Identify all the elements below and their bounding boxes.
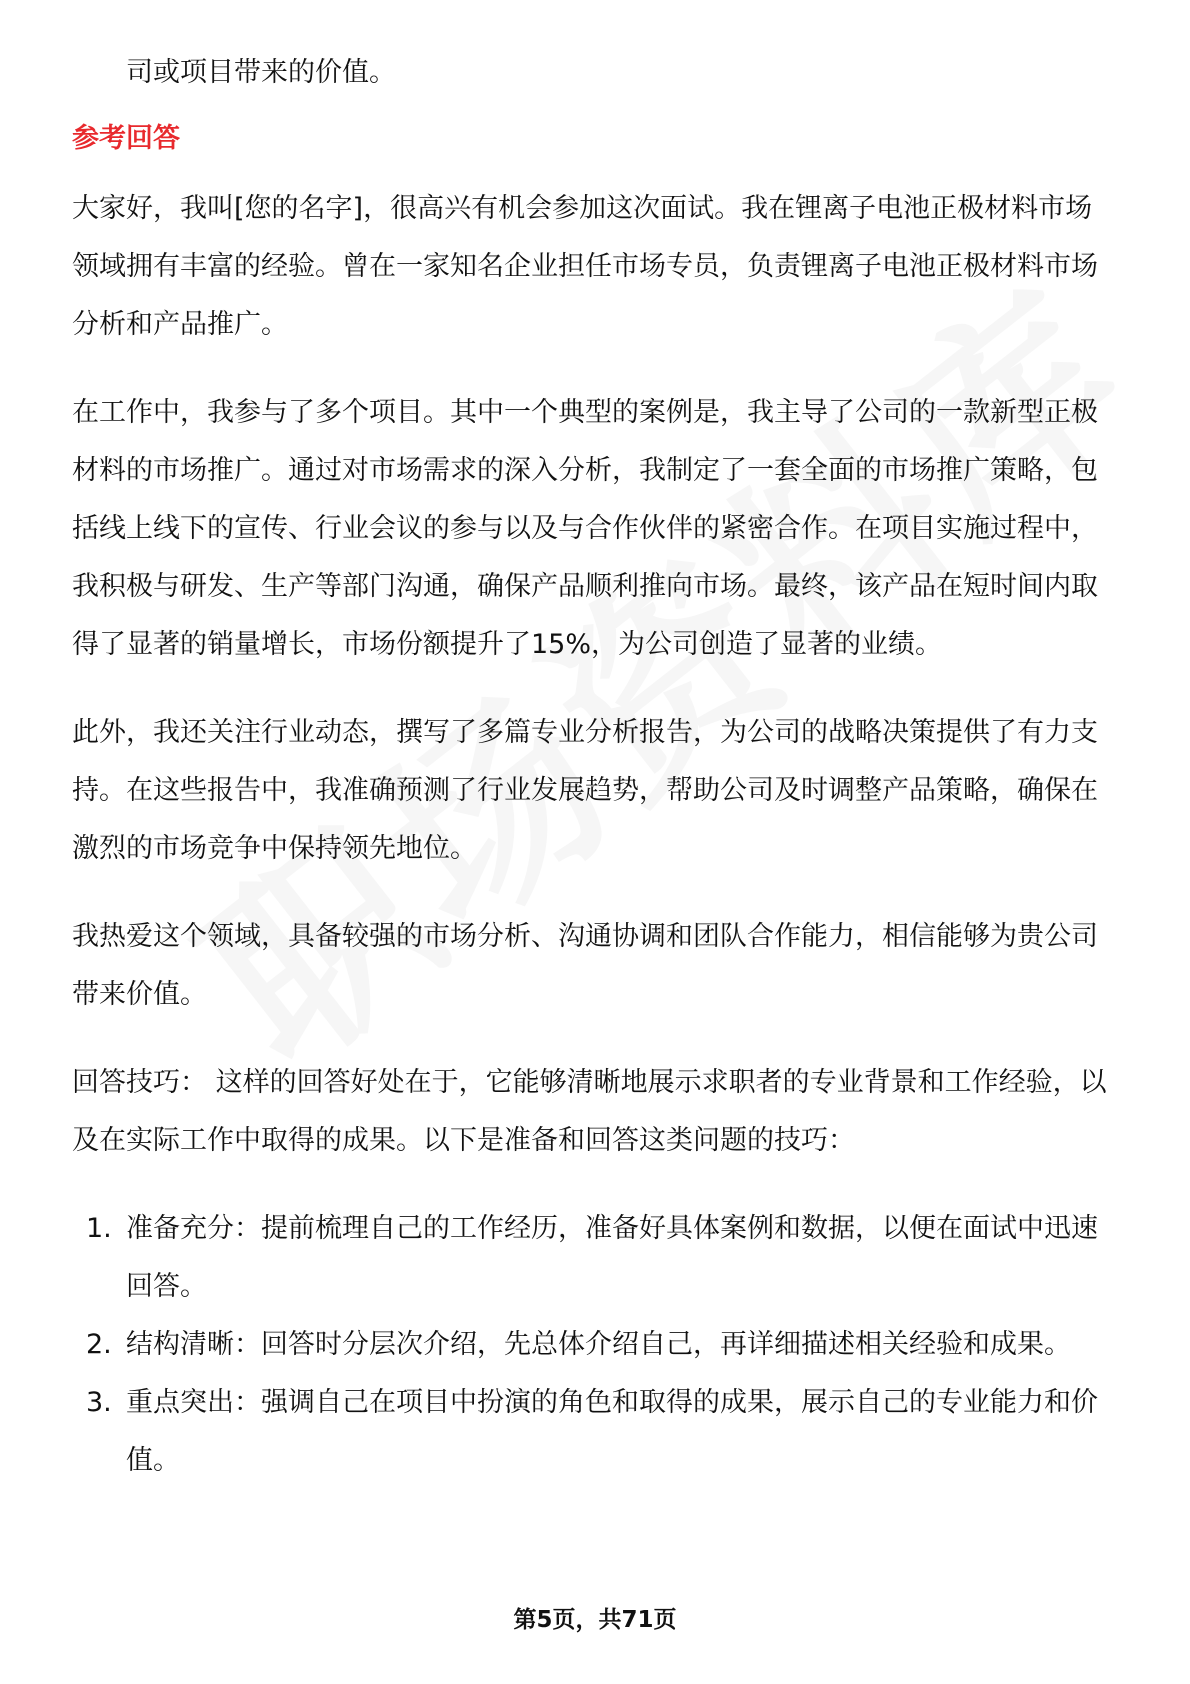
list-item (72, 1200, 1118, 1316)
answer-paragraph-closing: 我热爱这个领域，具备较强的市场分析、沟通协调和团队合作能力，相信能够为贵公司带来价值。 (72, 921, 1098, 1010)
page-number-footer: 第5页，共71页 (513, 1607, 677, 1633)
list-item-number: 2. (86, 1329, 112, 1360)
list-item-text: 重点突出：强调自己在项目中扮演的角色和取得的成果，展示自己的专业能力和价值。 (126, 1387, 1098, 1476)
answer-paragraph-reports: 此外，我还关注行业动态，撰写了多篇专业分析报告，为公司的战略决策提供了有力支持。在这些报告中，我准确预测了行业发展趋势，帮助公司及时调整产品策略，确保在激烈的市场竞争中保持领先地位。 (72, 717, 1098, 864)
continuation-line: 司或项目带来的价值。 (126, 57, 396, 88)
answer-tips-intro: 回答技巧： 这样的回答好处在于，它能够清晰地展示求职者的专业背景和工作经验，以及在实际工作中取得的成果。以下是准备和回答这类问题的技巧： (72, 1067, 1107, 1156)
section-heading: 参考回答 (72, 123, 180, 154)
list-item-text: 准备充分：提前梳理自己的工作经历，准备好具体案例和数据，以便在面试中迅速回答。 (126, 1213, 1098, 1302)
list-item (72, 1374, 1118, 1490)
document-body (72, 44, 1118, 1490)
answer-paragraph-intro: 大家好，我叫[您的名字]，很高兴有机会参加这次面试。我在锂离子电池正极材料市场领域拥有丰富的经验。曾在一家知名企业担任市场专员，负责锂离子电池正极材料市场分析和产品推广。 (72, 193, 1098, 340)
list-item (72, 1316, 1118, 1374)
list-item-text: 结构清晰：回答时分层次介绍，先总体介绍自己，再详细描述相关经验和成果。 (126, 1329, 1071, 1360)
list-item-number: 1. (86, 1213, 112, 1244)
tips-list (72, 1200, 1118, 1490)
list-item-number: 3. (86, 1387, 112, 1418)
answer-paragraph-project: 在工作中，我参与了多个项目。其中一个典型的案例是，我主导了公司的一款新型正极材料的市场推广。通过对市场需求的深入分析，我制定了一套全面的市场推广策略，包括线上线下的宣传、行业会议的参与以及与合作伙伴的紧密合作。在项目实施过程中，我积极与研发、生产等部门沟通，确保产品顺利推向市场。最终，该产品在短时间内取得了显著的销量增长，市场份额提升了15%，为公司创造了显著的业绩。 (72, 397, 1098, 660)
